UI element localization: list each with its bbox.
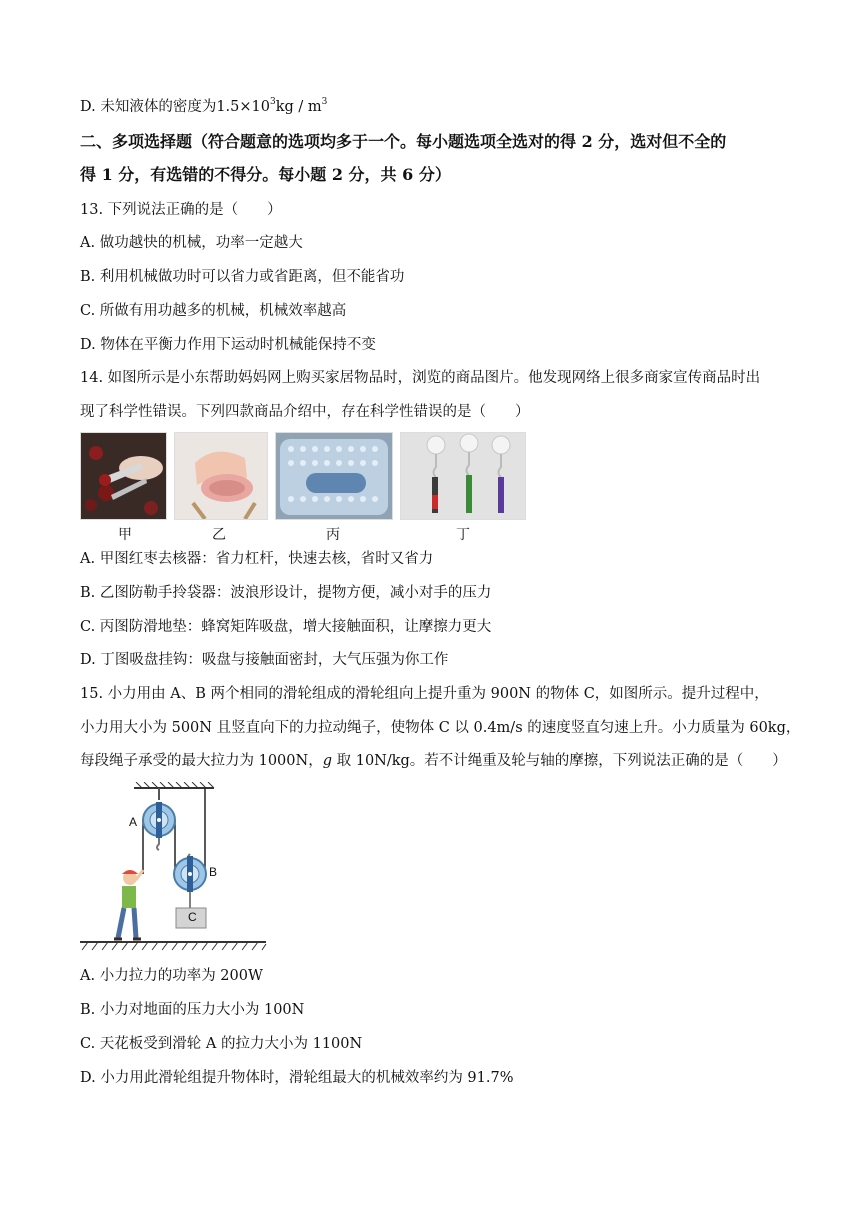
label-c: C (188, 910, 197, 924)
pulley-a (143, 802, 175, 850)
prev-option-d (80, 92, 327, 117)
q15-stem-line1: 15. 小力用由 A、B 两个相同的滑轮组成的滑轮组向上提升重为 900N 的物体 C，如图所示。提升过程中， (80, 686, 769, 702)
density-coefficient: 1.5×10 (216, 99, 270, 115)
q15-option-c: C. 天花板受到滑轮 A 的拉力大小为 1100N (80, 1036, 363, 1052)
caption-ding: 丁 (456, 527, 470, 543)
pulley-diagram (78, 782, 270, 952)
person-xiaoli (114, 870, 143, 939)
q13-option-c: C. 所做有用功越多的机械，机械效率越高 (80, 303, 347, 319)
pulley-b (174, 854, 206, 908)
product-image-jia (80, 432, 167, 520)
section-heading-line2: 得 1 分，有选错的不得分。每小题 2 分，共 6 分） (80, 165, 451, 184)
density-unit: kg / m (275, 99, 322, 115)
ground (80, 942, 266, 950)
q14-option-a: A. 甲图红枣去核器：省力杠杆，快速去核，省时又省力 (80, 551, 434, 567)
q14-option-b: B. 乙图防勒手拎袋器：波浪形设计，提物方便，减小对手的压力 (80, 585, 492, 601)
q14-option-d: D. 丁图吸盘挂钩：吸盘与接触面密封，大气压强为你工作 (80, 652, 449, 668)
q14-stem-line2: 现了科学性错误。下列四款商品介绍中，存在科学性错误的是（ ） (80, 404, 530, 420)
q14-stem-line1: 14. 如图所示是小东帮助妈妈网上购买家居物品时，浏览的商品图片。他发现网络上很多商家宣传商品时出 (80, 370, 761, 386)
product-image-bing (275, 432, 393, 520)
section-heading-line1: 二、多项选择题（符合题意的选项均多于一个。每小题选项全选对的得 2 分，选对但不全的 (80, 132, 727, 151)
q15-option-d: D. 小力用此滑轮组提升物体时，滑轮组最大的机械效率约为 91.7% (80, 1070, 514, 1086)
caption-yi: 乙 (212, 527, 226, 543)
caption-jia: 甲 (118, 527, 132, 543)
q13-option-d: D. 物体在平衡力作用下运动时机械能保持不变 (80, 337, 376, 353)
q13-option-a: A. 做功越快的机械，功率一定越大 (80, 235, 303, 251)
density-unit-exponent: 3 (321, 97, 328, 107)
q15-stem-line2: 小力用大小为 500N 且竖直向下的力拉动绳子，使物体 C 以 0.4m/s 的速度竖直匀速上升。小力质量为 60kg， (80, 720, 801, 736)
q13-option-b: B. 利用机械做功时可以省力或省距离，但不能省功 (80, 269, 405, 285)
label-b: B (209, 865, 218, 879)
product-image-yi (174, 432, 268, 520)
caption-bing: 丙 (326, 527, 340, 543)
density-exponent: 3 (270, 97, 276, 107)
q15-stem-line3-part2: 取 10N/kg。若不计绳重及轮与轴的摩擦，下列说法正确的是（ ） (332, 753, 787, 769)
label-a: A (129, 815, 138, 829)
q15-g-symbol: g (322, 753, 332, 769)
q15-option-b: B. 小力对地面的压力大小为 100N (80, 1002, 305, 1018)
q13-stem: 13. 下列说法正确的是（ ） (80, 202, 282, 218)
prev-option-d-text: D. 未知液体的密度为 (80, 99, 217, 115)
q15-option-a: A. 小力拉力的功率为 200W (80, 968, 263, 984)
q15-stem-line3-part1: 每段绳子承受的最大拉力为 1000N， (80, 753, 323, 769)
q15-stem-line3 (80, 751, 787, 771)
ceiling (134, 782, 214, 788)
q14-option-c: C. 丙图防滑地垫：蜂窝矩阵吸盘，增大接触面积，让摩擦力更大 (80, 619, 492, 635)
product-image-ding (400, 432, 526, 520)
